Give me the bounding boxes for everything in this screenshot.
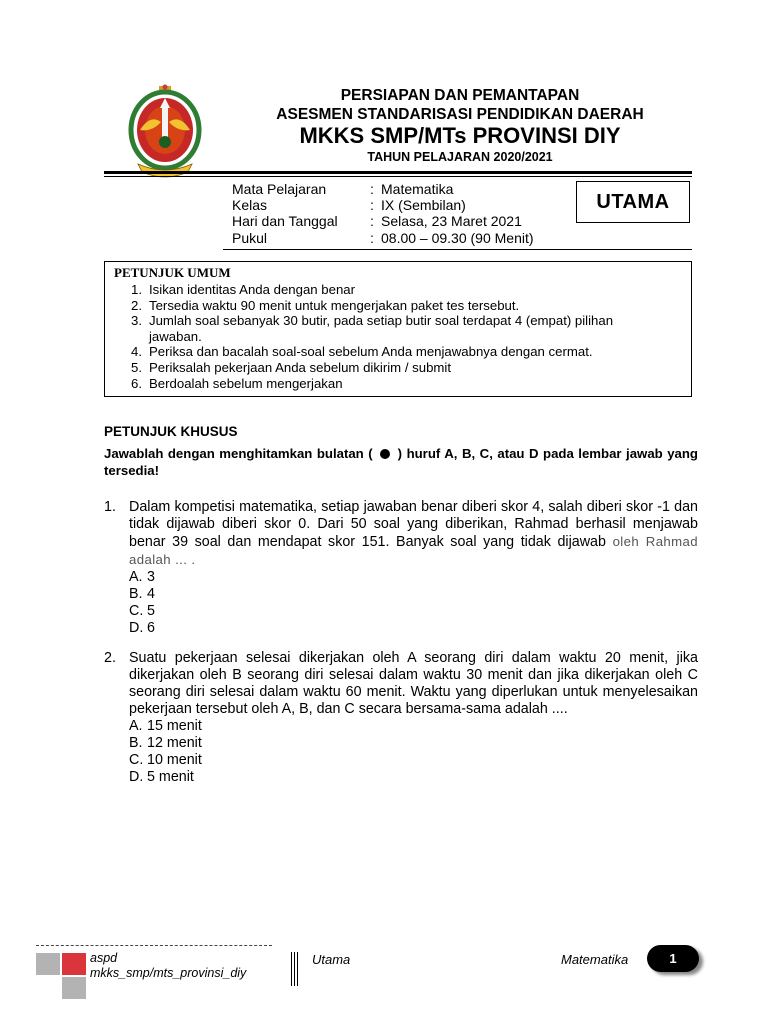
identity-label: Mata Pelajaran xyxy=(232,181,327,197)
answer-options xyxy=(129,569,698,637)
list-item-text: Berdoalah sebelum mengerjakan xyxy=(149,375,343,391)
answer-option xyxy=(129,569,698,586)
filled-circle-icon xyxy=(380,449,390,459)
list-item-text: Periksa dan bacalah soal-soal sebelum Anda menjawabnya dengan cermat. xyxy=(149,344,593,360)
identity-colon: : xyxy=(370,197,374,214)
list-item-text: Periksalah pekerjaan Anda sebelum dikirim / submit xyxy=(149,359,451,375)
answer-option xyxy=(129,718,698,735)
option-text: 12 menit xyxy=(147,735,202,751)
option-letter: B. xyxy=(129,586,143,602)
general-instructions-list xyxy=(131,282,666,391)
option-text: 5 menit xyxy=(147,769,194,785)
answer-option xyxy=(129,620,698,637)
answer-option xyxy=(129,752,698,769)
question-text xyxy=(129,499,698,569)
diy-crest-logo xyxy=(126,84,204,180)
list-item-number: 1. xyxy=(131,282,142,297)
list-item xyxy=(131,344,666,360)
footer-dashed-line xyxy=(36,945,272,946)
answer-options xyxy=(129,718,698,786)
list-item xyxy=(131,360,666,376)
identity-row xyxy=(232,213,534,229)
question-body: Dalam kompetisi matematika, setiap jawaban benar diberi skor 4, salah diberi skor -1 dan tidak dijawab diberi skor 0. Dari 50 soal yang diberikan, Rahmad berhasil menjawab benar 39 soal dan mendapat skor 151. Banyak soal yang tidak dijawab xyxy=(129,499,698,550)
footer-gray-square xyxy=(36,953,60,975)
list-item-number: 6. xyxy=(131,375,142,391)
list-item xyxy=(131,376,666,392)
list-item xyxy=(131,313,666,344)
identity-label: Pukul xyxy=(232,229,268,246)
identity-colon: : xyxy=(370,181,374,197)
list-item-number: 2. xyxy=(131,297,142,313)
header-title-main: MKKS SMP/MTs PROVINSI DIY xyxy=(299,123,621,148)
identity-row xyxy=(232,181,534,197)
list-item-number: 3. xyxy=(131,313,142,329)
footer-source-line2: mkks_smp/mts_provinsi_diy xyxy=(90,966,247,980)
special-instructions-before: Jawablah dengan menghitamkan bulatan ( xyxy=(104,446,373,461)
list-item-text: Tersedia waktu 90 menit untuk mengerjakan paket tes tersebut. xyxy=(149,297,520,313)
answer-option xyxy=(129,603,698,620)
identity-value: 08.00 – 09.30 (90 Menit) xyxy=(381,229,534,246)
special-instructions-text xyxy=(104,445,698,479)
package-badge: UTAMA xyxy=(576,181,690,223)
identity-label: Hari dan Tanggal xyxy=(232,213,338,230)
identity-colon: : xyxy=(370,229,374,246)
identity-value: Selasa, 23 Maret 2021 xyxy=(381,213,522,230)
footer-source-line1: aspd xyxy=(90,951,118,965)
header-title-line2: ASESMEN STANDARISASI PENDIDIKAN DAERAH xyxy=(276,106,644,123)
header-title-line1: PERSIAPAN DAN PEMANTAPAN xyxy=(340,87,580,104)
option-letter: B. xyxy=(129,735,143,751)
list-item-number: 4. xyxy=(131,344,142,360)
page-number-badge: 1 xyxy=(647,945,699,972)
option-letter: A. xyxy=(129,569,143,585)
identity-value: IX (Sembilan) xyxy=(381,197,466,214)
option-text: 6 xyxy=(147,620,155,636)
answer-option xyxy=(129,735,698,752)
question-2 xyxy=(104,650,698,786)
general-instructions-title: PETUNJUK UMUM xyxy=(114,265,231,280)
option-text: 10 menit xyxy=(147,752,202,768)
option-text: 4 xyxy=(147,586,155,602)
identity-table xyxy=(232,181,534,246)
question-text: Suatu pekerjaan selesai dikerjakan oleh A seorang diri dalam waktu 20 menit, jika dikerjakan oleh B seorang diri selesai dalam waktu 30 menit dan jika dikerjakan oleh C seorang diri selesai dalam waktu 60 menit. Waktu yang diperlukan untuk menyelesaikan pekerjaan tersebut oleh A, B, dan C secara bersama-sama adalah .... xyxy=(129,650,698,717)
list-item xyxy=(131,298,666,314)
identity-label: Kelas xyxy=(232,197,268,214)
question-1 xyxy=(104,499,698,637)
header-divider-thick xyxy=(104,171,692,174)
option-letter: D. xyxy=(129,769,144,785)
answer-option xyxy=(129,586,698,603)
footer-red-square xyxy=(62,953,86,975)
identity-row xyxy=(232,197,534,213)
list-item-text: Jumlah soal sebanyak 30 butir, pada setiap butir soal terdapat 4 (empat) pilihan jawaban. xyxy=(149,313,614,344)
question-number: 1. xyxy=(104,499,116,515)
option-letter: A. xyxy=(129,718,143,734)
list-item-number: 5. xyxy=(131,359,142,375)
option-text: 3 xyxy=(147,569,155,585)
option-letter: C. xyxy=(129,603,144,619)
footer-gray-square xyxy=(62,977,86,999)
option-letter: C. xyxy=(129,752,144,768)
footer-package: Utama xyxy=(312,952,351,967)
question-body-end: oleh Rahmad adalah ... . xyxy=(129,534,699,567)
header-school-year: TAHUN PELAJARAN 2020/2021 xyxy=(367,150,553,164)
footer-subject: Matematika xyxy=(561,952,629,967)
list-item xyxy=(131,282,666,298)
header-divider-thin xyxy=(104,176,692,177)
question-number: 2. xyxy=(104,650,116,666)
answer-option xyxy=(129,769,698,786)
option-text: 15 menit xyxy=(147,718,202,734)
option-letter: D. xyxy=(129,620,144,636)
identity-colon: : xyxy=(370,213,374,230)
identity-value: Matematika xyxy=(381,181,454,197)
identity-row xyxy=(232,230,534,246)
identity-divider xyxy=(223,249,692,250)
footer-source xyxy=(90,951,246,981)
list-item-text: Isikan identitas Anda dengan benar xyxy=(149,282,356,297)
special-instructions-title: PETUNJUK KHUSUS xyxy=(104,424,238,439)
special-instructions-after: ) huruf A, B, C, atau D pada lembar jawab yang tersedia! xyxy=(104,446,698,478)
option-text: 5 xyxy=(147,603,155,619)
